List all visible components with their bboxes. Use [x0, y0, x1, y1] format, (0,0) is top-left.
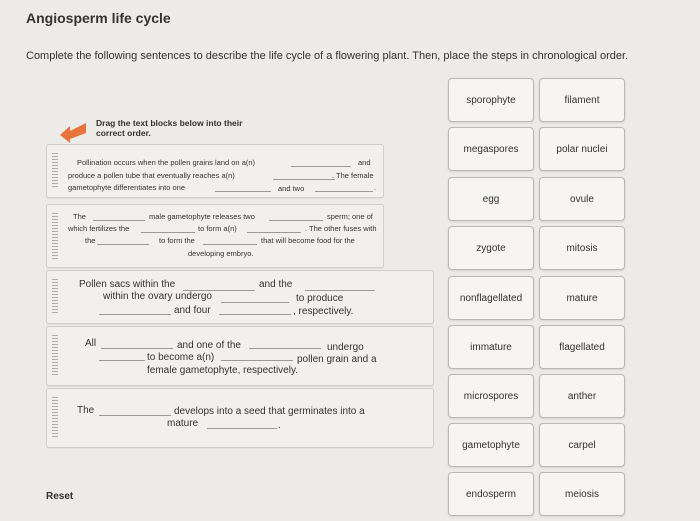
sentence-4-text: undergo: [327, 342, 364, 353]
word-tile[interactable]: microspores: [448, 374, 534, 418]
word-tile[interactable]: sporophyte: [448, 78, 534, 122]
blank-field[interactable]: [99, 415, 171, 416]
sentence-5-text: .: [278, 420, 281, 431]
reset-button[interactable]: Reset: [46, 491, 74, 502]
blank-field[interactable]: [215, 191, 271, 192]
blank-field[interactable]: [93, 220, 145, 221]
blank-field[interactable]: [101, 348, 173, 349]
word-tile[interactable]: egg: [448, 177, 534, 221]
sentence-4-text: All: [85, 338, 97, 349]
drag-grip-icon[interactable]: [52, 335, 58, 377]
sentence-block-2[interactable]: [46, 204, 384, 268]
blank-field[interactable]: [269, 220, 323, 221]
word-tile[interactable]: immature: [448, 325, 534, 369]
sentence-3-text: to produce: [296, 293, 344, 304]
word-tile[interactable]: endosperm: [448, 472, 534, 516]
blank-field[interactable]: [207, 428, 277, 429]
blank-field[interactable]: [99, 360, 145, 361]
sentence-3-text: and the: [259, 279, 293, 290]
word-tile[interactable]: filament: [539, 78, 625, 122]
sentence-2-text: which fertilizes the: [68, 224, 130, 233]
sentence-3-text: Pollen sacs within the: [79, 279, 176, 290]
blank-field[interactable]: [249, 348, 321, 349]
arrow-left-icon: [60, 121, 88, 143]
sentence-4-text: pollen grain and a: [297, 354, 377, 365]
word-tile[interactable]: gametophyte: [448, 423, 534, 467]
sentence-4-text: to become a(n): [147, 352, 215, 363]
instructions-text: Complete the following sentences to describe the life cycle of a flowering plant. Then, place the steps in chronological order.: [26, 50, 629, 62]
word-tile[interactable]: zygote: [448, 226, 534, 270]
sentence-1-text: and: [358, 158, 371, 167]
blank-field[interactable]: [305, 290, 375, 291]
blank-field[interactable]: [273, 179, 335, 180]
blank-field[interactable]: [291, 166, 351, 167]
drag-grip-icon[interactable]: [52, 279, 58, 315]
sentence-1-text: . The female: [332, 171, 374, 180]
blank-field[interactable]: [247, 232, 301, 233]
sentence-5-text: develops into a seed that germinates into a: [174, 406, 365, 417]
drag-hint-text: Drag the text blocks below into their correct order.: [96, 118, 243, 138]
sentence-3-text: , respectively.: [293, 306, 354, 317]
sentence-3-text: within the ovary undergo: [103, 291, 212, 302]
sentence-2-text: male gametophyte releases two: [149, 212, 255, 221]
page-title: Angiosperm life cycle: [26, 10, 171, 26]
drag-hint: [60, 118, 266, 143]
blank-field[interactable]: [221, 302, 289, 303]
sentence-1-text: produce a pollen tube that eventually reaches a(n): [68, 171, 235, 180]
sentence-1-text: gametophyte differentiates into one: [68, 183, 186, 192]
sentence-2-text: developing embryo.: [188, 249, 254, 258]
sentence-2-text: . The other fuses with: [305, 224, 377, 233]
word-tile[interactable]: mitosis: [539, 226, 625, 270]
sentence-2-text: that will become food for the: [261, 236, 355, 245]
sentence-4-text: female gametophyte, respectively.: [147, 365, 299, 376]
blank-field[interactable]: [315, 191, 373, 192]
sentence-5-text: The: [77, 405, 95, 416]
sentence-1-text: Pollination occurs when the pollen grains land on a(n): [77, 158, 256, 167]
sentence-3-text: and four: [174, 305, 211, 316]
drag-grip-icon[interactable]: [52, 153, 58, 189]
sentence-block-4[interactable]: [46, 326, 434, 386]
blank-field[interactable]: [203, 244, 257, 245]
word-tile[interactable]: polar nuclei: [539, 127, 625, 171]
sentence-block-3[interactable]: [46, 270, 434, 324]
blank-field[interactable]: [221, 360, 293, 361]
sentence-4-text: and one of the: [177, 340, 241, 351]
sentence-2-text: sperm; one of: [327, 212, 373, 221]
sentence-2-text: The: [73, 212, 86, 221]
blank-field[interactable]: [219, 314, 291, 315]
blank-field[interactable]: [141, 232, 195, 233]
sentence-block-1[interactable]: [46, 144, 384, 198]
sentence-5-text: mature: [167, 418, 199, 429]
sentence-block-5[interactable]: [46, 388, 434, 448]
sentence-2-text: to form a(n): [198, 224, 237, 233]
word-tile[interactable]: mature: [539, 276, 625, 320]
word-tile[interactable]: flagellated: [539, 325, 625, 369]
sentence-1-text: .: [374, 183, 377, 192]
drag-grip-icon[interactable]: [52, 213, 58, 259]
blank-field[interactable]: [99, 314, 171, 315]
word-tile[interactable]: meiosis: [539, 472, 625, 516]
sentence-2-text: to form the: [159, 236, 195, 245]
drag-grip-icon[interactable]: [52, 397, 58, 439]
blank-field[interactable]: [97, 244, 149, 245]
word-tile[interactable]: carpel: [539, 423, 625, 467]
sentence-2-text: the: [85, 236, 96, 245]
word-tile[interactable]: megaspores: [448, 127, 534, 171]
word-tile[interactable]: nonflagellated: [448, 276, 534, 320]
word-tile[interactable]: anther: [539, 374, 625, 418]
word-tile[interactable]: ovule: [539, 177, 625, 221]
sentence-1-text: and two: [278, 184, 305, 193]
